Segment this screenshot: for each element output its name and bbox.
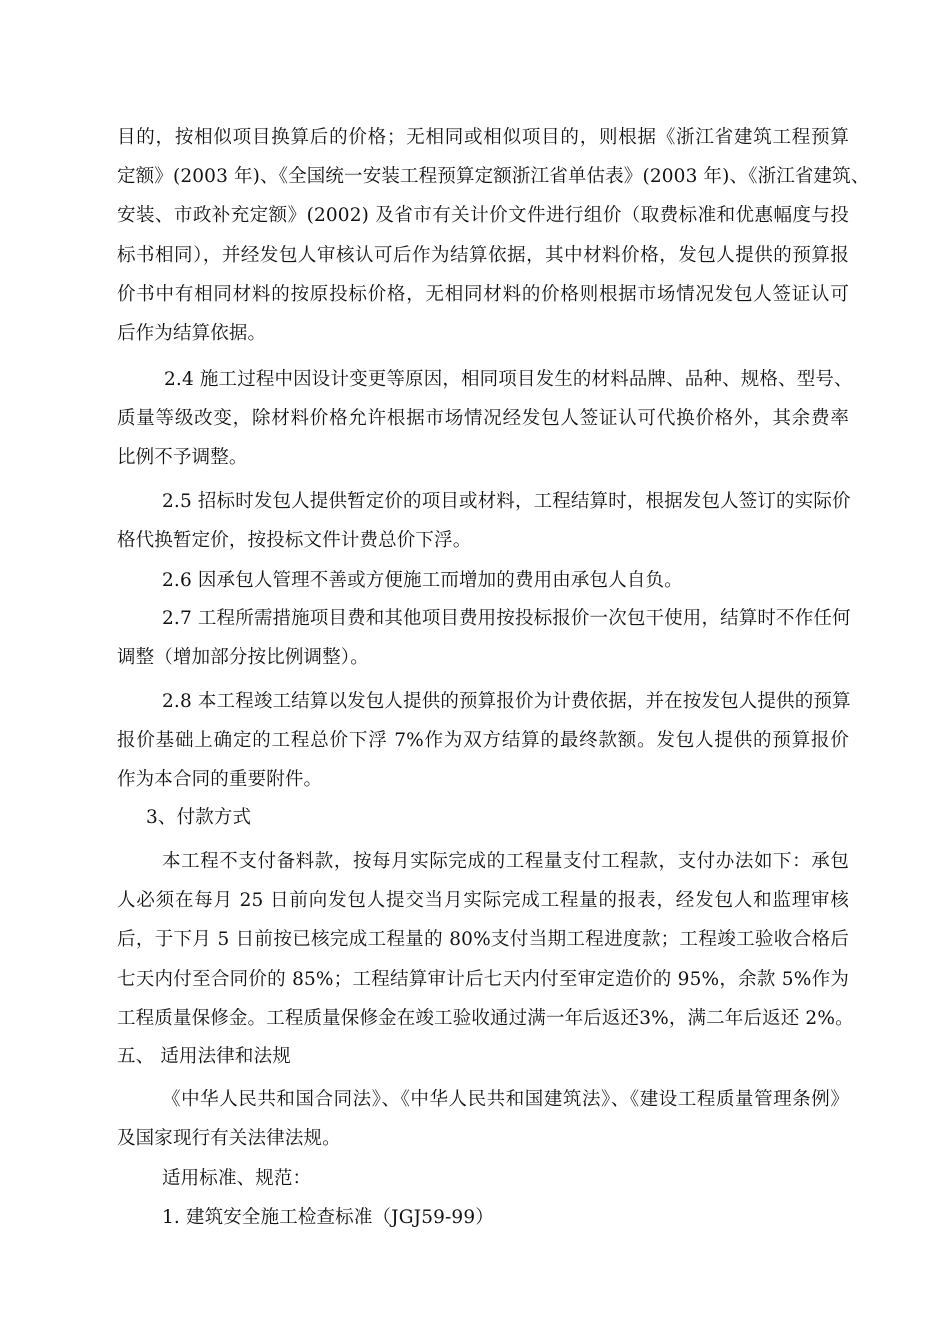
paragraph-line: 及国家现行有关法律法规。 bbox=[117, 1128, 341, 1149]
paragraph-line: 质量等级改变，除材料价格允许根据市场情况经发包人签证认可代换价格外，其余费率 bbox=[117, 408, 849, 429]
paragraph-line: 价书中有相同材料的按原投标价格，无相同材料的价格则根据市场情况发包人签证认可 bbox=[117, 284, 849, 305]
clause-2-5-line: 2.5 招标时发包人提供暂定价的项目或材料，工程结算时，根据发包人签订的实际价 bbox=[162, 491, 851, 512]
paragraph-line: 安装、市政补充定额》(2002) 及省市有关计价文件进行组价（取费标准和优惠幅度与投 bbox=[117, 205, 849, 226]
paragraph-line: 调整（增加部分按比例调整）。 bbox=[117, 647, 369, 668]
clause-2-8-line: 2.8 本工程竣工结算以发包人提供的预算报价为计费依据，并在按发包人提供的预算 bbox=[162, 691, 851, 712]
paragraph-line: 后作为结算依据。 bbox=[117, 323, 267, 344]
paragraph-line: 格代换暂定价，按投标文件计费总价下浮。 bbox=[117, 530, 472, 551]
paragraph-line: 作为本合同的重要附件。 bbox=[117, 769, 323, 790]
paragraph-line: 定额》(2003 年)、《全国统一安装工程预算定额浙江省单估表》(2003 年)、《浙江省建筑、 bbox=[117, 166, 870, 187]
paragraph-line: 比例不予调整。 bbox=[117, 447, 248, 468]
clause-2-7-line: 2.7 工程所需措施项目费和其他项目费用按投标报价一次包干使用，结算时不作任何 bbox=[162, 608, 851, 629]
paragraph-line: 工程质量保修金。工程质量保修金在竣工验收通过满一年后返还3%，满二年后返还 2%。 bbox=[117, 1008, 854, 1029]
clause-2-4-line: 2.4 施工过程中因设计变更等原因，相同项目发生的材料品牌、品种、规格、型号、 bbox=[164, 369, 853, 390]
paragraph-line: 后，于下月 5 日前按已核完成工程量的 80%支付当期工程进度款；工程竣工验收合格后 bbox=[117, 929, 849, 950]
section-heading-payment: 3、付款方式 bbox=[146, 807, 252, 828]
standards-list-item: 1. 建筑安全施工检查标准（JGJ59-99） bbox=[162, 1207, 494, 1228]
paragraph-line: 目的，按相似项目换算后的价格；无相同或相似项目的，则根据《浙江省建筑工程预算 bbox=[117, 127, 849, 148]
laws-paragraph-line: 《中华人民共和国合同法》、《中华人民共和国建筑法》、《建设工程质量管理条例》 bbox=[162, 1089, 849, 1110]
paragraph-line: 七天内付至合同价的 85%；工程结算审计后七天内付至审定造价的 95%，余款 5%作为 bbox=[117, 969, 849, 990]
payment-paragraph-line: 本工程不支付备料款，按每月实际完成的工程量支付工程款，支付办法如下：承包 bbox=[162, 851, 849, 872]
clause-2-6-line: 2.6 因承包人管理不善或方便施工而增加的费用由承包人自负。 bbox=[162, 570, 683, 591]
paragraph-line: 标书相同），并经发包人审核认可后作为结算依据，其中材料价格，发包人提供的预算报 bbox=[117, 245, 849, 266]
paragraph-line: 报价基础上确定的工程总价下浮 7%作为双方结算的最终款额。发包人提供的预算报价 bbox=[117, 730, 849, 751]
section-heading-laws: 五、 适用法律和法规 bbox=[117, 1046, 291, 1067]
paragraph-line: 人必须在每月 25 日前向发包人提交当月实际完成工程量的报表，经发包人和监理审核 bbox=[117, 890, 849, 911]
standards-heading: 适用标准、规范： bbox=[162, 1168, 312, 1189]
